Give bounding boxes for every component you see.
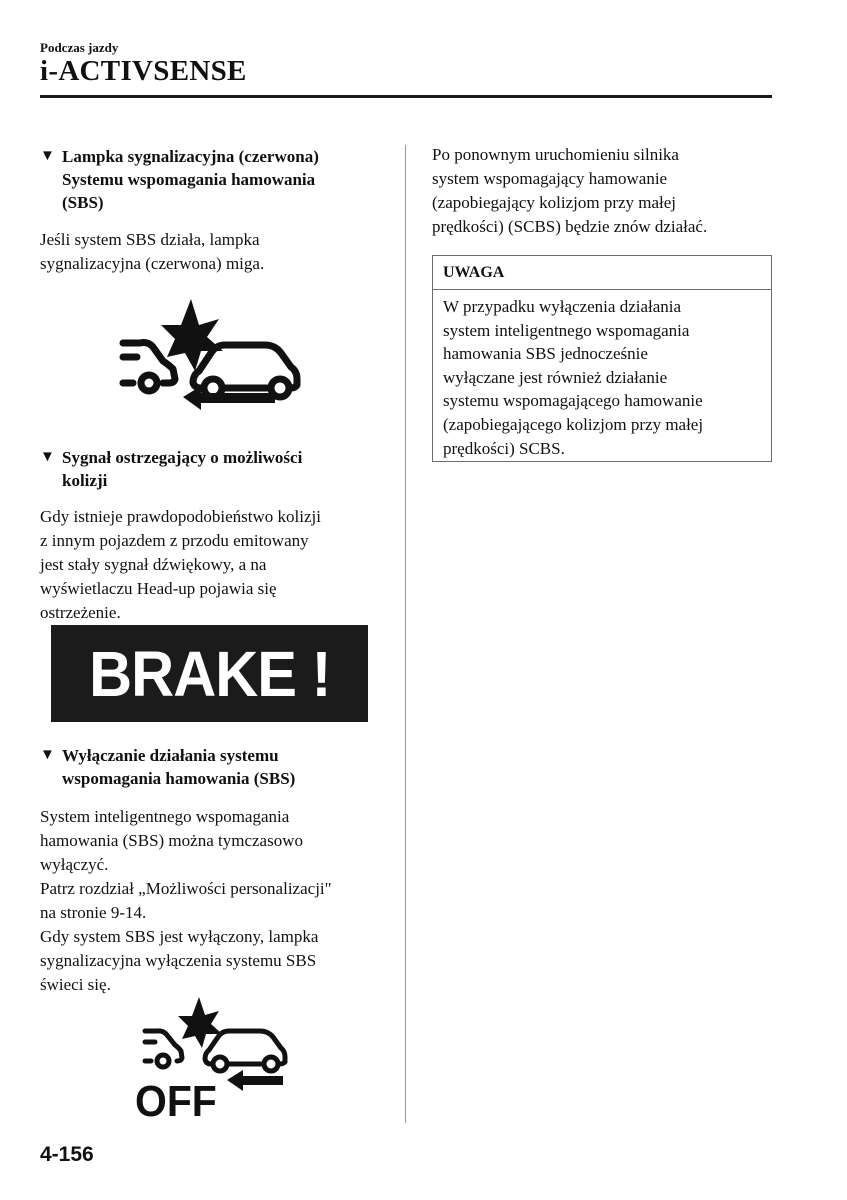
heading-line: (SBS) xyxy=(62,193,104,212)
text-line: sygnalizacyjna wyłączenia systemu SBS xyxy=(40,951,317,970)
text-line: system inteligentnego wspomagania xyxy=(443,320,690,340)
text-line: sygnalizacyjna (czerwona) miga. xyxy=(40,254,265,273)
title-rule xyxy=(40,95,772,98)
section-label: Podczas jazdy xyxy=(40,40,119,55)
text-line: prędkości) (SCBS) będzie znów działać. xyxy=(432,217,708,236)
sbs-off-icon xyxy=(135,995,295,1120)
page-title: i-ACTIVSENSE xyxy=(40,55,247,87)
text-line: jest stały sygnał dźwiękowy, a na xyxy=(40,555,267,574)
note-title: UWAGA xyxy=(433,256,771,290)
heading-line: kolizji xyxy=(62,471,108,490)
text-line: na stronie 9-14. xyxy=(40,903,147,922)
text-line: hamowania (SBS) można tymczasowo xyxy=(40,831,303,850)
text-line: Gdy istnieje prawdopodobieństwo kolizji xyxy=(40,507,321,526)
heading-sbs-off xyxy=(40,744,385,790)
heading-line: Wyłączanie działania systemu xyxy=(62,746,279,765)
paragraph-collision-warning xyxy=(40,505,400,625)
text-line: Patrz rozdział „Możliwości personalizacji" xyxy=(40,879,332,898)
text-line: wyłączane jest również działanie xyxy=(443,367,668,387)
heading-line: Sygnał ostrzegający o możliwości xyxy=(62,448,303,467)
text-line: wyświetlaczu Head-up pojawia się xyxy=(40,579,277,598)
brake-display-text: BRAKE ! xyxy=(88,637,331,710)
text-line: ostrzeżenie. xyxy=(40,603,121,622)
text-line: System inteligentnego wspomagania xyxy=(40,807,290,826)
triangle-marker-icon: ▼ xyxy=(40,747,55,763)
paragraph-sbs-off xyxy=(40,805,400,997)
text-line: W przypadku wyłączenia działania xyxy=(443,297,682,316)
sbs-warning-icon xyxy=(115,295,305,425)
triangle-marker-icon: ▼ xyxy=(40,148,55,164)
brake-display xyxy=(51,625,368,722)
text-line: system wspomagający hamowanie xyxy=(432,169,668,188)
text-line: wyłączyć. xyxy=(40,855,109,874)
triangle-marker-icon: ▼ xyxy=(40,449,55,465)
text-line: (zapobiegający kolizjom przy małej xyxy=(432,193,677,212)
text-line: Jeśli system SBS działa, lampka xyxy=(40,230,260,249)
note-box xyxy=(432,255,772,462)
text-line: Po ponownym uruchomieniu silnika xyxy=(432,145,679,164)
text-line: prędkości) SCBS. xyxy=(443,438,565,458)
heading-collision-warning xyxy=(40,446,385,492)
heading-sbs-warning-lamp xyxy=(40,145,385,214)
paragraph-sbs-warning xyxy=(40,228,395,276)
text-line: hamowania SBS jednocześnie xyxy=(443,344,648,364)
note-body xyxy=(433,290,771,460)
heading-line: Systemu wspomagania hamowania xyxy=(62,170,316,189)
text-line: systemu wspomagającego hamowanie xyxy=(443,391,703,411)
off-label: OFF xyxy=(135,1077,217,1120)
text-line: Gdy system SBS jest wyłączony, lampka xyxy=(40,927,319,946)
text-line: (zapobiegającego kolizjom przy małej xyxy=(443,414,704,434)
heading-line: Lampka sygnalizacyjna (czerwona) xyxy=(62,147,319,166)
page-number: 4-156 xyxy=(40,1143,94,1166)
paragraph-scbs-restart xyxy=(432,143,777,239)
column-divider xyxy=(405,145,406,1123)
heading-line: wspomagania hamowania (SBS) xyxy=(62,769,296,788)
text-line: z innym pojazdem z przodu emitowany xyxy=(40,531,309,550)
text-line: świeci się. xyxy=(40,975,111,994)
